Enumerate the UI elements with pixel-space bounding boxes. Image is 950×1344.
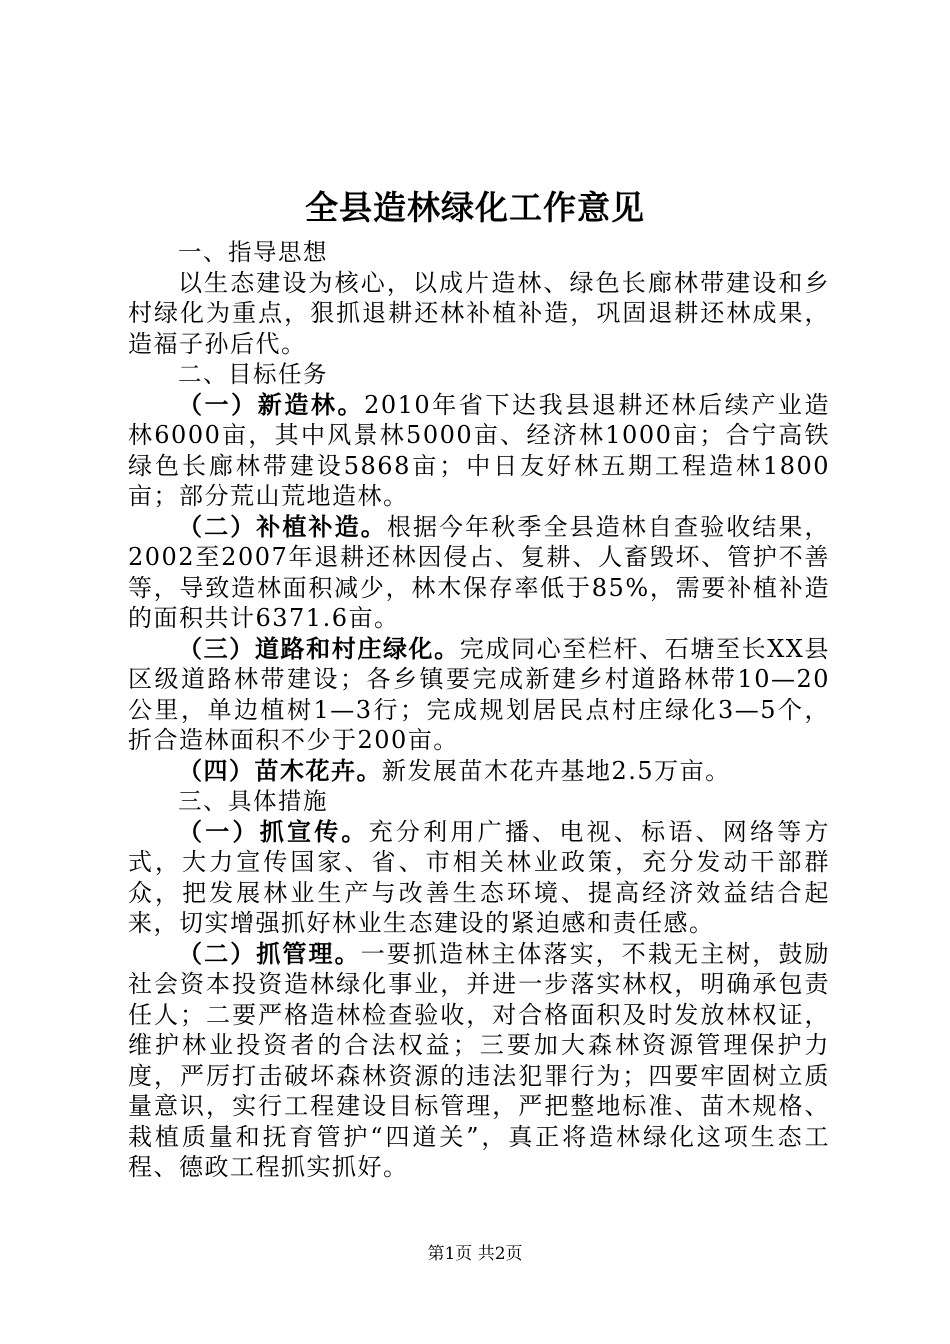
item-label: （二）补植补造。: [178, 512, 387, 541]
item-text: 完成同心至栏杆、石塘至长XX县区级道路林带建设；各乡镇要完成新建乡村道路林带10—20公里，单边植树1—3行；完成规划居民点村庄绿化3—5个，折合造林面积不少于200亩。: [128, 634, 830, 754]
item-label: （二）抓管理。: [178, 939, 361, 968]
page-footer: 第1页 共2页: [427, 1244, 523, 1264]
paragraph: [128, 634, 830, 756]
paragraph: [128, 390, 830, 512]
section-heading: 三、具体措施: [178, 787, 328, 815]
item-text: 根据今年秋季全县造林自查验收结果，2002至2007年退耕还林因侵占、复耕、人畜毁坏、管护不善等，导致造林面积减少，林木保存率低于85%，需要补植补造的面积共计6371.6亩。: [128, 512, 831, 632]
item-label: （三）道路和村庄绿化。: [178, 634, 460, 663]
item-text: 2010年省下达我县退耕还林后续产业造林6000亩，其中风景林5000亩、经济林1000亩；合宁高铁绿色长廊林带建设5868亩；中日友好林五期工程造林1800亩；部分荒山荒地造林。: [128, 390, 831, 510]
section-heading: 二、目标任务: [178, 360, 328, 388]
item-text: 一要抓造林主体落实，不栽无主树，鼓励社会资本投资造林绿化事业，并进一步落实林权，明确承包责任人；二要严格造林检查验收，对合格面积及时发放林权证，维护林业投资者的合法权益；三要加大森林资源管理保护力度，严厉打击破坏森林资源的违法犯罪行为；四要牢固树立质量意识，实行工程建设目标管理，严把整地标准、苗木规格、栽植质量和抚育管护“四道关”，真正将造林绿化这项生态工程、德政工程抓实抓好。: [128, 939, 831, 1181]
paragraph: 以生态建设为核心，以成片造林、绿色长廊林带建设和乡村绿化为重点，狠抓退耕还林补植补造，巩固退耕还林成果，造福子孙后代。: [128, 268, 830, 358]
section-heading: 一、指导思想: [178, 238, 328, 266]
document-body: [128, 237, 830, 1183]
paragraph: [128, 756, 830, 787]
paragraph: [128, 512, 830, 634]
item-label: （一）抓宣传。: [178, 817, 369, 846]
item-text: 充分利用广播、电视、标语、网络等方式，大力宣传国家、省、市相关林业政策，充分发动干部群众，把发展林业生产与改善生态环境、提高经济效益结合起来，切实增强抓好林业生态建设的紧迫感和责任感。: [128, 817, 831, 937]
paragraph: [128, 817, 830, 939]
item-label: （四）苗木花卉。: [178, 756, 382, 785]
item-text: 新发展苗木花卉基地2.5万亩。: [382, 756, 731, 785]
page-title: 全县造林绿化工作意见: [305, 188, 645, 227]
item-label: （一）新造林。: [178, 390, 365, 419]
paragraph: [128, 939, 830, 1183]
